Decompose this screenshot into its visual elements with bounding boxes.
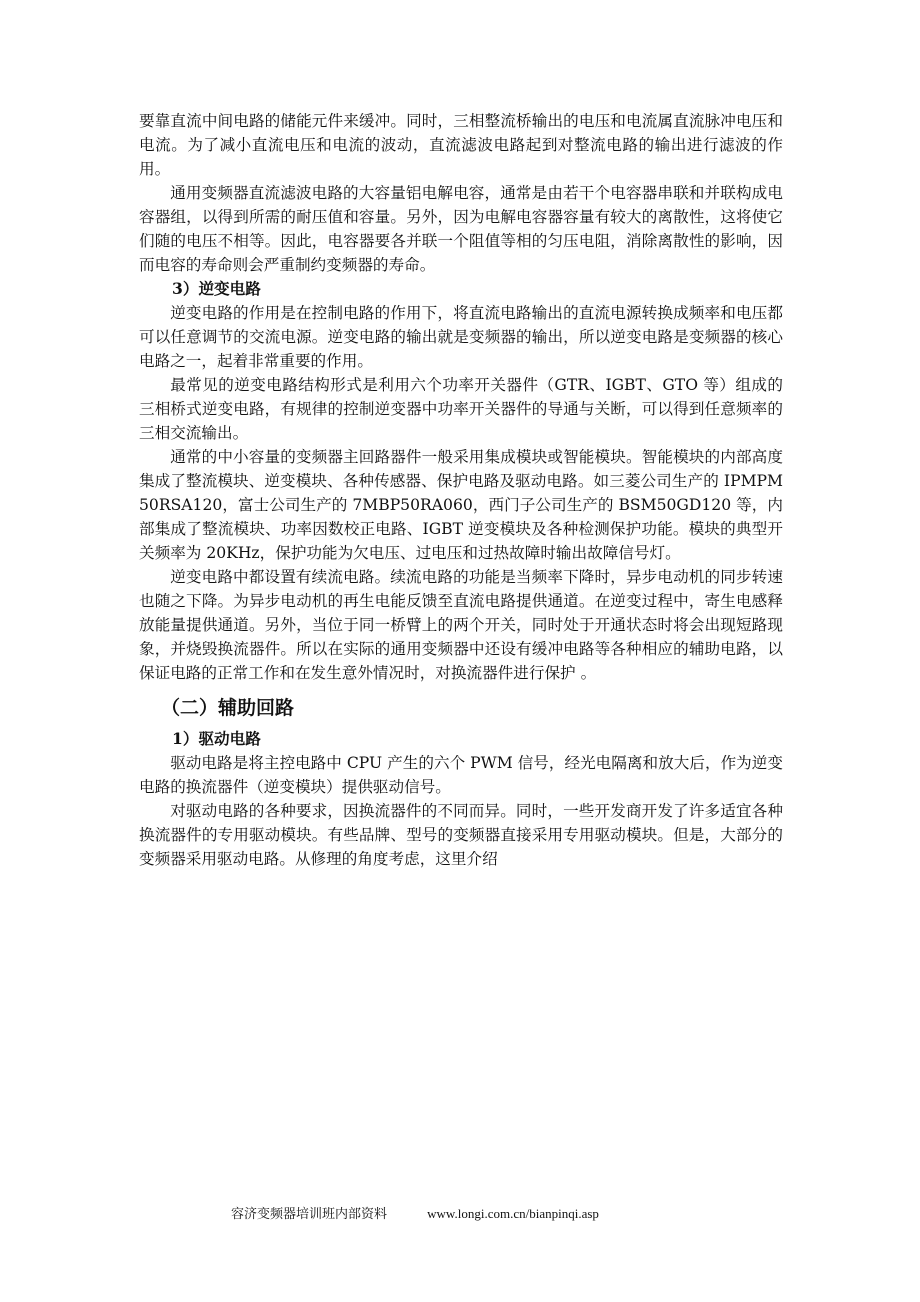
paragraph-dc-buffer: 要靠直流中间电路的储能元件来缓冲。同时，三相整流桥输出的电压和电流属直流脉冲电压和电流。为了减小直流电压和电流的波动，直流滤波电路起到对整流电路的输出进行滤波的作用。 [139, 112, 783, 178]
heading-drive-circuit: 1）驱动电路 [172, 729, 261, 748]
paragraph-filter-capacitor: 通用变频器直流滤波电路的大容量铝电解电容，通常是由若干个电容器串联和并联构成电容器组，以得到所需的耐压值和容量。另外，因为电解电容器容量有较大的离散性，这将使它们随的电压不相等。因此，电容器要各并联一个阻值等相的匀压电阻，消除离散性的影响，因而电容的寿命则会严重制约变频器的寿命。 [139, 184, 783, 274]
footer-url: www.longi.com.cn/bianpinqi.asp [427, 1206, 599, 1221]
footer-organization: 容济变频器培训班内部资料 [231, 1207, 388, 1222]
heading-inverter-circuit: 3）逆变电路 [172, 279, 261, 298]
paragraph-freewheel-circuit: 逆变电路中都设置有续流电路。续流电路的功能是当频率下降时，异步电动机的同步转速也随之下降。为异步电动机的再生电能反馈至直流电路提供通道。在逆变过程中，寄生电感释放能量提供通道。另外，当位于同一桥臂上的两个开关，同时处于开通状态时将会出现短路现象，并烧毁换流器件。所以在实际的通用变频器中还设有缓冲电路等各种相应的辅助电路，以保证电路的正常工作和在发生意外情况时，对换流器件进行保护 。 [139, 568, 783, 682]
paragraph-inverter-structure: 最常见的逆变电路结构形式是利用六个功率开关器件（GTR、IGBT、GTO 等）组成的三相桥式逆变电路，有规律的控制逆变器中功率开关器件的导通与关断，可以得到任意频率的三相交流输出。 [139, 376, 783, 442]
page-footer [231, 1205, 691, 1224]
paragraph-inverter-role: 逆变电路的作用是在控制电路的作用下，将直流电路输出的直流电源转换成频率和电压都可以任意调节的交流电源。逆变电路的输出就是变频器的输出，所以逆变电路是变频器的核心电路之一，起着非常重要的作用。 [139, 304, 783, 370]
heading-auxiliary-circuits: （二）辅助回路 [161, 697, 295, 719]
paragraph-drive-circuit: 驱动电路是将主控电路中 CPU 产生的六个 PWM 信号，经光电隔离和放大后，作为逆变电路的换流器件（逆变模块）提供驱动信号。 [139, 754, 783, 796]
paragraph-drive-requirements: 对驱动电路的各种要求，因换流器件的不同而异。同时，一些开发商开发了许多适宜各种换流器件的专用驱动模块。有些品牌、型号的变频器直接采用专用驱动模块。但是，大部分的变频器采用驱动电路。从修理的角度考虑，这里介绍 [139, 802, 783, 868]
paragraph-integrated-modules: 通常的中小容量的变频器主回路器件一般采用集成模块或智能模块。智能模块的内部高度集成了整流模块、逆变模块、各种传感器、保护电路及驱动电路。如三菱公司生产的 IPMPM50RSA120，富士公司生产的 7MBP50RA060，西门子公司生产的 BSM50GD120 等，内部集成了整流模块、功率因数校正电路、IGBT 逆变模块及各种检测保护功能。模块的典型开关频率为 20KHz，保护功能为欠电压、过电压和过热故障时输出故障信号灯。 [139, 448, 783, 562]
document-body [139, 109, 783, 871]
